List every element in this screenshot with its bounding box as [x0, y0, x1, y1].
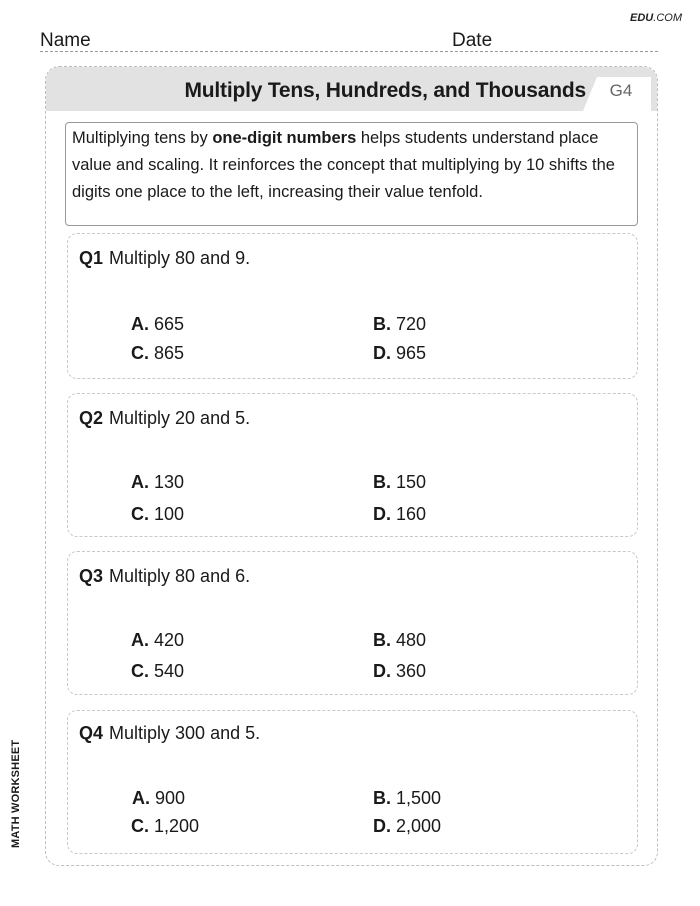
option-b[interactable]: B. 480	[373, 630, 427, 650]
title-bar	[46, 67, 657, 111]
grade-label: G4	[609, 81, 633, 100]
question-card	[67, 551, 638, 695]
question-card	[67, 393, 638, 537]
question-prompt: Q3 Multiply 80 and 6.	[79, 566, 251, 586]
question-card	[67, 710, 638, 854]
question-prompt: Q1 Multiply 80 and 9.	[79, 248, 251, 268]
name-label: Name	[40, 30, 91, 51]
option-a[interactable]: A. 130	[131, 472, 185, 492]
option-c[interactable]: C. 540	[131, 661, 185, 681]
option-c[interactable]: C. 865	[131, 343, 185, 363]
side-label: MATH WORKSHEET	[10, 739, 22, 848]
option-a[interactable]: A. 420	[131, 630, 185, 650]
worksheet-title: Multiply Tens, Hundreds, and Thousands	[184, 79, 586, 102]
option-a[interactable]: A. 665	[131, 314, 185, 334]
name-date-row	[40, 30, 658, 54]
option-c[interactable]: C. 1,200	[131, 816, 200, 836]
question-card	[67, 233, 638, 379]
question-prompt: Q4 Multiply 300 and 5.	[79, 723, 261, 743]
brand-logo: EDU.COM	[630, 12, 682, 24]
option-b[interactable]: B. 1,500	[373, 788, 442, 808]
option-d[interactable]: D. 2,000	[373, 816, 442, 836]
option-b[interactable]: B. 150	[373, 472, 427, 492]
date-label: Date	[452, 30, 493, 51]
option-a[interactable]: A. 900	[132, 788, 186, 808]
option-d[interactable]: D. 160	[373, 504, 427, 524]
intro-bold: one-digit numbers	[212, 129, 357, 147]
name-date-line	[40, 51, 658, 52]
question-prompt: Q2 Multiply 20 and 5.	[79, 408, 251, 428]
option-d[interactable]: D. 965	[373, 343, 427, 363]
option-d[interactable]: D. 360	[373, 661, 427, 681]
option-c[interactable]: C. 100	[131, 504, 185, 524]
worksheet-card	[45, 66, 658, 866]
intro-text: Multiplying tens by one-digit numbers helps students understand place value and scaling. It reinforces the concept that multiplying by 10 shifts the digits one place to the left, increasing their value tenfold.	[65, 122, 638, 226]
option-b[interactable]: B. 720	[373, 314, 427, 334]
